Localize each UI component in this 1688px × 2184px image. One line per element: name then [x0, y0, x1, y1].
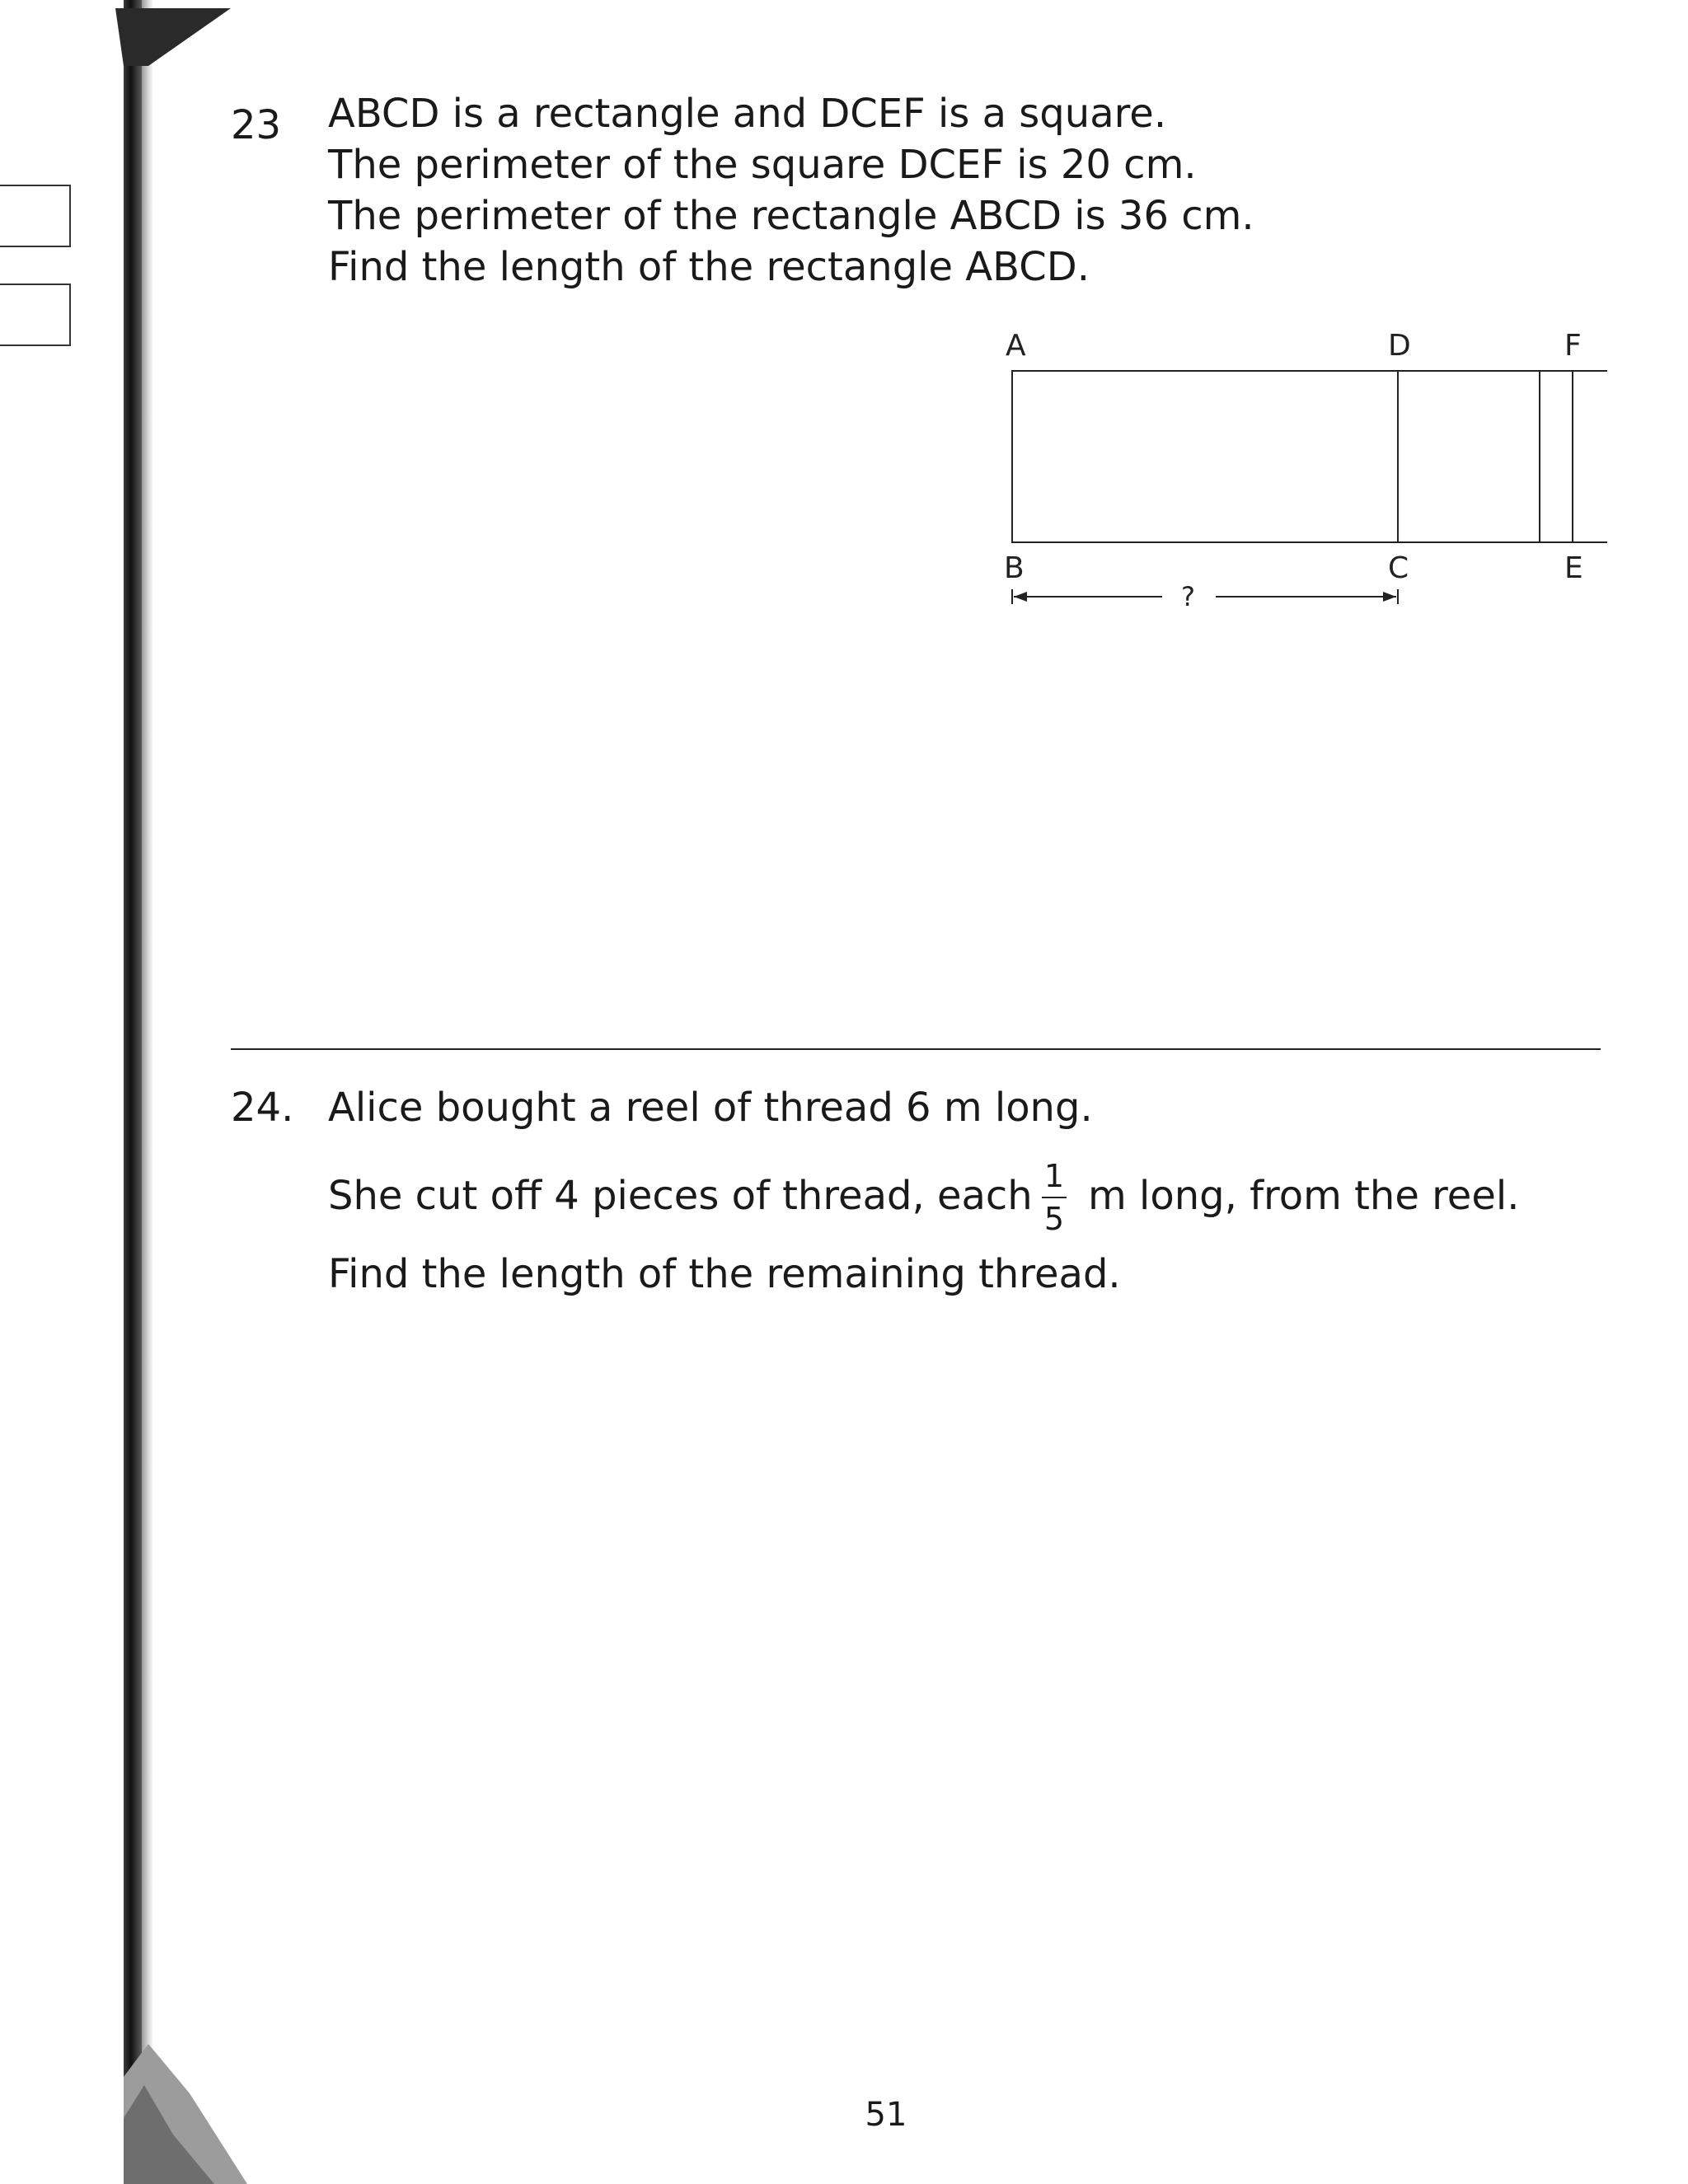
arrowhead-left-icon	[1014, 592, 1027, 602]
point-label-b: B	[1004, 551, 1025, 585]
rectangle-square-diagram	[981, 326, 1607, 614]
question-text-line: Alice bought a reel of thread 6 m long.	[328, 1085, 1093, 1131]
question-number: 23	[231, 102, 282, 148]
fraction-denominator: 5	[1043, 1201, 1065, 1237]
question-text-line: She cut off 4 pieces of thread, each	[328, 1173, 1033, 1219]
page-number: 51	[865, 2096, 907, 2134]
question-text-line: ABCD is a rectangle and DCEF is a square.	[328, 91, 1167, 137]
fraction-one-fifth	[1034, 1158, 1075, 1237]
binding-bottom-shadow	[124, 2044, 247, 2184]
question-text-line: m long, from the reel.	[1088, 1173, 1520, 1219]
question-divider	[231, 1048, 1601, 1050]
binding-top-flare	[115, 8, 231, 66]
fraction-numerator: 1	[1043, 1158, 1065, 1194]
square-dcef-outline	[1398, 371, 1607, 542]
question-text-line: The perimeter of the square DCEF is 20 cm.	[328, 142, 1197, 188]
rectangle-abcd-outline	[1012, 371, 1540, 542]
unknown-length-label: ?	[1181, 581, 1195, 612]
question-text-line: Find the length of the rectangle ABCD.	[328, 244, 1090, 290]
point-label-e: E	[1564, 551, 1583, 585]
point-label-a: A	[1006, 329, 1026, 363]
question-text-line: The perimeter of the rectangle ABCD is 36 cm.	[328, 193, 1254, 239]
point-label-c: C	[1388, 551, 1409, 585]
book-binding-shadow	[142, 0, 153, 2176]
question-text-line: Find the length of the remaining thread.	[328, 1251, 1121, 1297]
book-binding-edge	[124, 0, 142, 2176]
point-label-d: D	[1388, 329, 1411, 363]
margin-mark-box	[0, 185, 71, 247]
margin-mark-box	[0, 284, 71, 346]
fraction-bar	[1042, 1197, 1067, 1198]
arrowhead-right-icon	[1383, 592, 1396, 602]
point-label-f: F	[1564, 329, 1582, 363]
question-number: 24.	[231, 1085, 294, 1131]
